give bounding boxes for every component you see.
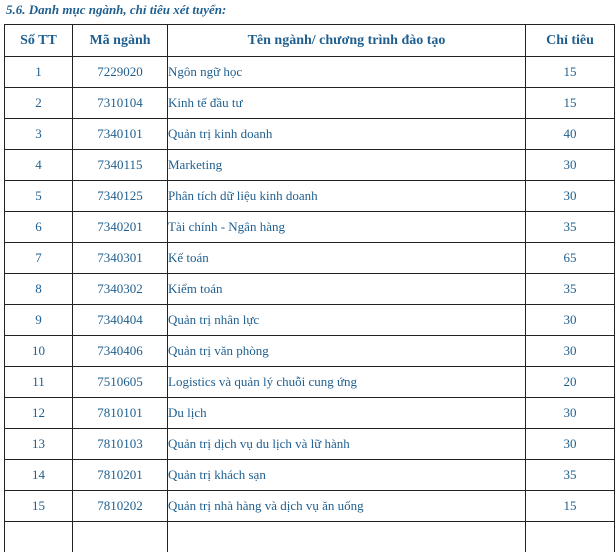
row-major-code: 7810201 (73, 460, 168, 491)
empty-cell (168, 522, 526, 552)
majors-table (4, 24, 615, 552)
empty-cell (5, 522, 73, 552)
row-major-code: 7310104 (73, 88, 168, 119)
table-row (5, 119, 615, 150)
row-major-code: 7340301 (73, 243, 168, 274)
table-body (5, 57, 615, 552)
row-major-name: Kinh tế đầu tư (168, 88, 526, 119)
table-row (5, 491, 615, 522)
empty-cell (526, 522, 615, 552)
row-major-name: Quản trị kinh doanh (168, 119, 526, 150)
header-code: Mã ngành (73, 25, 168, 57)
row-stt: 7 (5, 243, 73, 274)
row-major-code: 7340302 (73, 274, 168, 305)
row-stt: 13 (5, 429, 73, 460)
row-major-code: 7340101 (73, 119, 168, 150)
table-row-cutoff (5, 522, 615, 552)
row-stt: 10 (5, 336, 73, 367)
row-quota: 35 (526, 212, 615, 243)
row-quota: 35 (526, 460, 615, 491)
table-row (5, 212, 615, 243)
row-major-code: 7510605 (73, 367, 168, 398)
row-quota: 40 (526, 119, 615, 150)
row-major-name: Quản trị nhân lực (168, 305, 526, 336)
row-major-name: Logistics và quản lý chuỗi cung ứng (168, 367, 526, 398)
row-quota: 35 (526, 274, 615, 305)
header-name: Tên ngành/ chương trình đào tạo (168, 25, 526, 57)
table-row (5, 336, 615, 367)
row-major-code: 7810103 (73, 429, 168, 460)
row-major-name: Du lịch (168, 398, 526, 429)
table-row (5, 460, 615, 491)
row-quota: 30 (526, 305, 615, 336)
row-major-name: Kiểm toán (168, 274, 526, 305)
row-major-name: Ngôn ngữ học (168, 57, 526, 88)
row-major-name: Marketing (168, 150, 526, 181)
row-stt: 15 (5, 491, 73, 522)
table-row (5, 367, 615, 398)
row-stt: 8 (5, 274, 73, 305)
row-quota: 15 (526, 88, 615, 119)
table-row (5, 429, 615, 460)
row-stt: 9 (5, 305, 73, 336)
header-stt: Số TT (5, 25, 73, 57)
row-major-code: 7340201 (73, 212, 168, 243)
row-major-code: 7340125 (73, 181, 168, 212)
row-major-name: Quản trị khách sạn (168, 460, 526, 491)
row-stt: 1 (5, 57, 73, 88)
row-quota: 30 (526, 181, 615, 212)
table-row (5, 57, 615, 88)
row-major-name: Kế toán (168, 243, 526, 274)
row-quota: 65 (526, 243, 615, 274)
row-quota: 30 (526, 336, 615, 367)
row-major-name: Quản trị nhà hàng và dịch vụ ăn uống (168, 491, 526, 522)
row-quota: 30 (526, 429, 615, 460)
row-stt: 11 (5, 367, 73, 398)
row-major-name: Quản trị văn phòng (168, 336, 526, 367)
table-row (5, 150, 615, 181)
row-major-code: 7229020 (73, 57, 168, 88)
table-row (5, 181, 615, 212)
table-row (5, 88, 615, 119)
row-major-code: 7340115 (73, 150, 168, 181)
table-row (5, 398, 615, 429)
row-major-code: 7810202 (73, 491, 168, 522)
header-quota: Chỉ tiêu (526, 25, 615, 57)
row-stt: 12 (5, 398, 73, 429)
row-major-code: 7340404 (73, 305, 168, 336)
row-stt: 3 (5, 119, 73, 150)
table-row (5, 274, 615, 305)
row-quota: 15 (526, 57, 615, 88)
empty-cell (73, 522, 168, 552)
row-quota: 30 (526, 398, 615, 429)
row-quota: 15 (526, 491, 615, 522)
table-row (5, 243, 615, 274)
section-heading: 5.6. Danh mục ngành, chỉ tiêu xét tuyển: (6, 2, 226, 18)
row-major-name: Phân tích dữ liệu kinh doanh (168, 181, 526, 212)
table-row (5, 305, 615, 336)
row-quota: 30 (526, 150, 615, 181)
row-stt: 2 (5, 88, 73, 119)
row-major-code: 7810101 (73, 398, 168, 429)
row-major-name: Tài chính - Ngân hàng (168, 212, 526, 243)
table-header-row (5, 25, 615, 57)
row-major-name: Quản trị dịch vụ du lịch và lữ hành (168, 429, 526, 460)
row-major-code: 7340406 (73, 336, 168, 367)
row-stt: 6 (5, 212, 73, 243)
row-stt: 5 (5, 181, 73, 212)
row-quota: 20 (526, 367, 615, 398)
row-stt: 14 (5, 460, 73, 491)
row-stt: 4 (5, 150, 73, 181)
